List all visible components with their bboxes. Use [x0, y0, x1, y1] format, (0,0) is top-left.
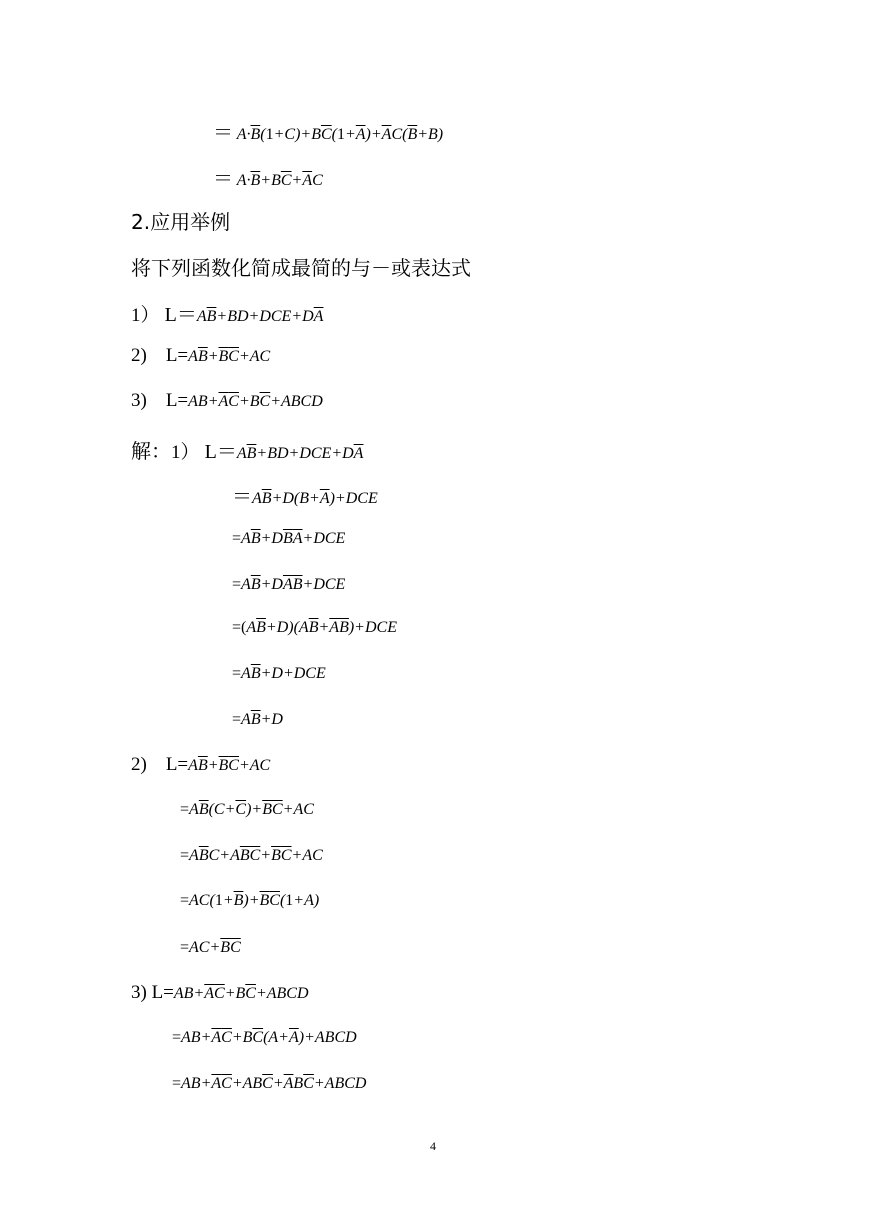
solution-3-header: 3) $L=AB+\overline{A}\overline{C}+B\overline{C}+ABCD$: [131, 982, 309, 1003]
task-statement: 将下列函数化简成最简的与－或表达式: [131, 256, 471, 280]
problem-3: 3) $L=AB+\overline{A}\overline{C}+B\overline{C}+ABCD$: [131, 390, 323, 411]
solution-2-step-4: $=AC+\overline{B}\overline{C}$: [180, 939, 241, 956]
solution-1-header: 解：1） $L=A\overline{B}+BD+DCE+D\overline{A}$: [131, 439, 364, 463]
solution-2-header: 2) $L=A\overline{B}+\overline{B}\overline{C}+AC$: [131, 754, 271, 775]
eq-line-1: ＝ $A\cdot\overline{B}(1+C)+B\overline{C}(1+\overline{A})+\overline{A}C(\overline{B}+B)$: [213, 122, 444, 144]
solution-2-step-3: $=AC(1+\overline{B})+\overline{B}\overline{C}(1+A)$: [180, 892, 320, 909]
section-heading: 2.应用举例: [131, 210, 231, 234]
solution-1-step-3: $=A\overline{B}+DAB+DCE$: [232, 576, 346, 593]
solution-3-step-1: $=AB+\overline{A}\overline{C}+B\overline{C}(A+\overline{A})+ABCD$: [172, 1029, 357, 1046]
solution-2-step-1: $=A\overline{B}(C+\overline{C})+\overline{B}\overline{C}+AC$: [180, 801, 314, 818]
problem-1: 1） $L=A\overline{B}+BD+DCE+D\overline{A}$: [131, 304, 324, 326]
solution-1-step-4: $=(A\overline{B}+D)(A\overline{B}+AB)+DCE$: [232, 619, 397, 636]
solution-1-step-5: $=A\overline{B}+D+DCE$: [232, 665, 326, 682]
solution-1-step-6: $=A\overline{B}+D$: [232, 711, 283, 728]
solution-2-step-2: $=A\overline{B}C+A\overline{B}\overline{C}+\overline{B}\overline{C}+AC$: [180, 847, 323, 864]
problem-2: 2) $L=A\overline{B}+\overline{B}\overline{C}+AC$: [131, 345, 271, 366]
solution-1-step-2: $=A\overline{B}+DBA+DCE$: [232, 530, 346, 547]
eq-line-2: ＝ $A\cdot\overline{B}+B\overline{C}+\overline{A}C$: [213, 168, 323, 190]
solution-3-step-2: $=AB+\overline{A}\overline{C}+AB\overline{C}+\overline{A}B\overline{C}+ABCD$: [172, 1075, 367, 1092]
solution-1-step-1: $=A\overline{B}+D(B+\overline{A})+DCE$: [232, 486, 378, 508]
page-number: 4: [430, 1139, 436, 1153]
